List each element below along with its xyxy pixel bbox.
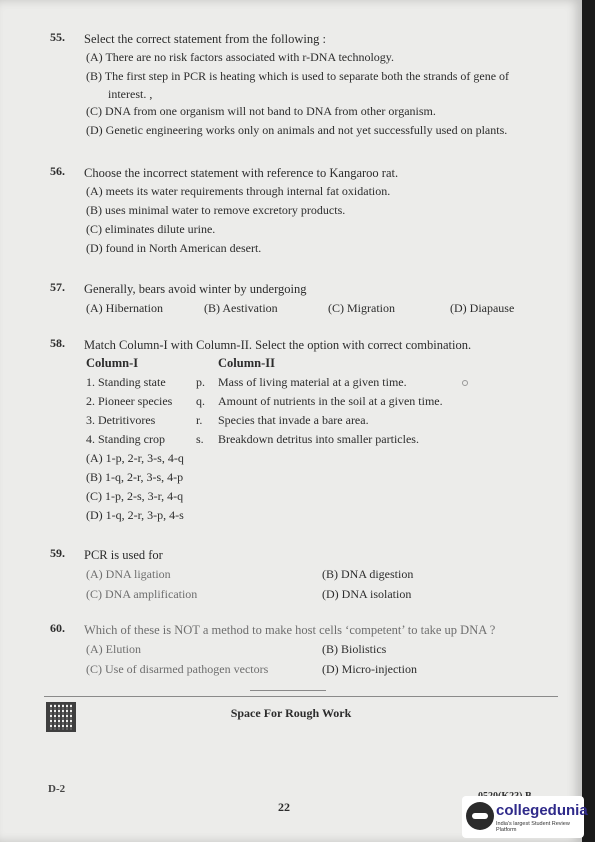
short-divider <box>250 690 326 691</box>
column-1-item: 3. Detritivores <box>86 413 156 427</box>
option-d: (D) Genetic engineering works only on animals and not yet successfully used on plants. <box>86 123 508 137</box>
match-row <box>86 411 552 430</box>
option-a: (A) Elution <box>86 642 141 656</box>
column-1-heading: Column-I <box>86 356 139 370</box>
question-56 <box>50 164 552 258</box>
options-row <box>86 564 552 584</box>
option-c: (C) 1-p, 2-s, 3-r, 4-q <box>86 489 184 503</box>
column-1-item: 2. Pioneer species <box>86 394 173 408</box>
option-c: (C) eliminates dilute urine. <box>86 222 216 236</box>
option-a: (A) 1-p, 2-r, 3-s, 4-q <box>86 451 184 465</box>
option-c: (C) DNA from one organism will not band to DNA from other organism. <box>86 104 436 118</box>
option-a: (A) meets its water requirements through internal fat oxidation. <box>86 184 391 198</box>
match-row <box>86 373 552 392</box>
question-number: 58. <box>50 336 65 350</box>
question-text: Generally, bears avoid winter by undergoing <box>84 282 307 296</box>
question-number: 57. <box>50 280 65 294</box>
brand-tagline: India's largest Student Review Platform <box>496 821 570 833</box>
match-row <box>86 392 552 411</box>
pen-mark <box>462 380 468 386</box>
graduate-avatar-icon <box>466 802 494 830</box>
match-row <box>86 430 552 449</box>
paper-code: D-2 <box>48 783 66 795</box>
question-number: 56. <box>50 164 65 178</box>
question-text: Match Column-I with Column-II. Select the option with correct combination. <box>84 338 472 352</box>
option-c: (C) Migration <box>328 301 395 315</box>
question-text: Choose the incorrect statement with reference to Kangaroo rat. <box>84 166 399 180</box>
column-2-heading: Column-II <box>218 356 275 370</box>
column-1-item: 4. Standing crop <box>86 432 165 446</box>
question-text: PCR is used for <box>84 548 163 562</box>
question-text: Select the correct statement from the following : <box>84 32 326 46</box>
option-a: (A) There are no risk factors associated with r-DNA technology. <box>86 50 394 64</box>
column-2-key: p. <box>196 375 205 389</box>
options-row <box>86 639 552 659</box>
question-55 <box>50 30 552 140</box>
question-number: 59. <box>50 546 65 560</box>
column-2-item: Mass of living material at a given time. <box>218 375 407 389</box>
question-text: Which of these is NOT a method to make host cells ‘competent’ to take up DNA ? <box>84 623 496 637</box>
option-a: (A) Hibernation <box>86 301 163 315</box>
question-number: 55. <box>50 30 65 44</box>
options-row <box>86 659 552 679</box>
brand-name: collegedunia <box>496 802 588 819</box>
option-b-continuation: interest. , <box>108 87 153 101</box>
column-2-item: Species that invade a bare area. <box>218 413 369 427</box>
question-60 <box>50 621 552 679</box>
question-59 <box>50 546 552 604</box>
option-c: (C) DNA amplification <box>86 587 198 601</box>
rough-work-label: Space For Rough Work <box>230 706 352 720</box>
options-row <box>86 298 552 318</box>
column-2-item: Breakdown detritus into smaller particles. <box>218 432 419 446</box>
option-d: (D) found in North American desert. <box>86 241 262 255</box>
option-c: (C) Use of disarmed pathogen vectors <box>86 662 269 676</box>
column-2-key: s. <box>196 432 204 446</box>
options-row <box>86 584 552 604</box>
option-a: (A) DNA ligation <box>86 567 171 581</box>
option-b: (B) uses minimal water to remove excretory products. <box>86 203 346 217</box>
option-d: (D) DNA isolation <box>322 587 412 601</box>
option-b: (B) Biolistics <box>322 642 387 656</box>
page-number: 22 <box>278 800 290 814</box>
column-2-key: q. <box>196 394 205 408</box>
option-b: (B) The first step in PCR is heating which is used to separate both the strands of gene of <box>86 69 510 83</box>
option-b: (B) Aestivation <box>204 301 278 315</box>
option-d: (D) Micro-injection <box>322 662 417 676</box>
rough-work-divider <box>44 696 558 697</box>
option-d: (D) Diapause <box>450 301 515 315</box>
column-2-key: r. <box>196 413 203 427</box>
option-b: (B) 1-q, 2-r, 3-s, 4-p <box>86 470 184 484</box>
column-2-item: Amount of nutrients in the soil at a given time. <box>218 394 443 408</box>
question-58 <box>50 336 552 525</box>
question-57 <box>50 280 552 318</box>
match-columns <box>86 354 552 449</box>
question-number: 60. <box>50 621 65 635</box>
option-d: (D) 1-q, 2-r, 3-p, 4-s <box>86 508 184 522</box>
brand-watermark <box>462 796 588 838</box>
column-1-item: 1. Standing state <box>86 375 166 389</box>
option-b: (B) DNA digestion <box>322 567 414 581</box>
